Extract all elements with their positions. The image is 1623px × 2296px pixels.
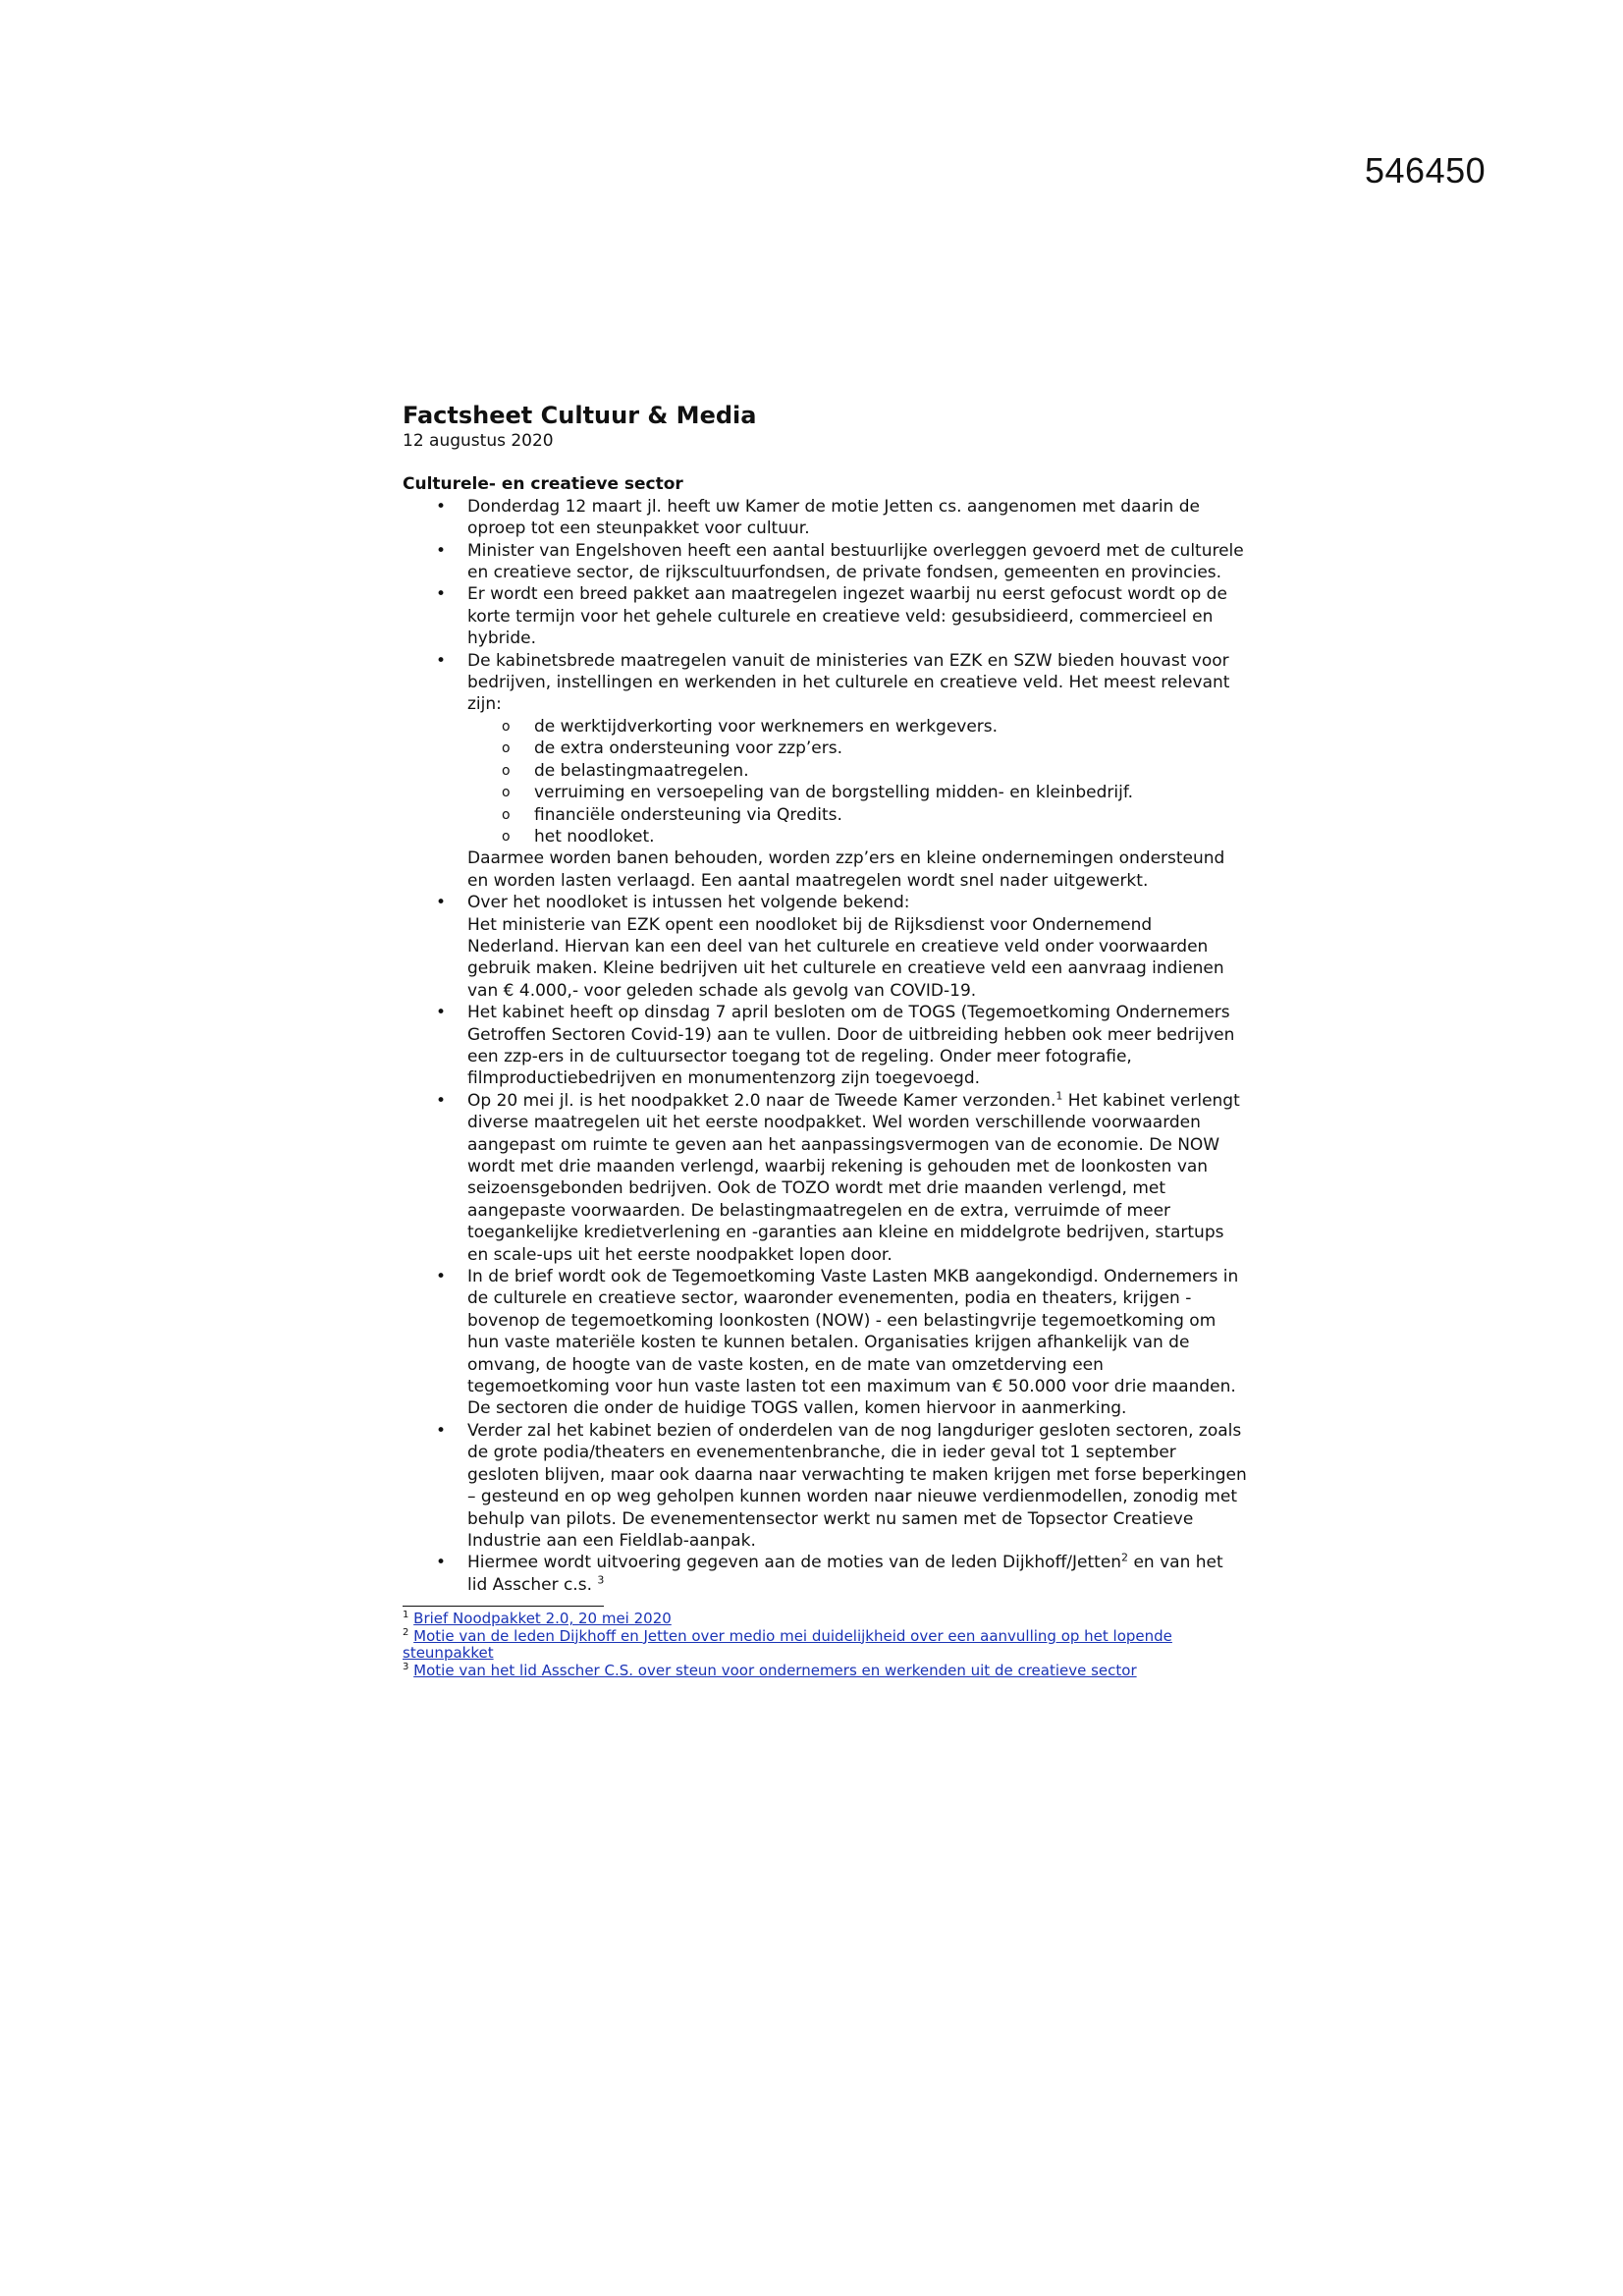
footnote-link[interactable]: Motie van de leden Dijkhoff en Jetten over medio mei duidelijkheid over een aanvulling op het lopende steunpakket: [403, 1626, 1172, 1663]
sub-list-item: [467, 826, 1247, 847]
sub-list-item: [467, 782, 1247, 803]
noodpakket-text-rest: Het kabinet verlengt diverse maatregelen uit het eerste noodpakket. Wel worden verschillende voorwaarden aangepast om ruimte te geven aan het aanpassingsvermogen van de economie. De NOW wordt met drie maanden verlengd, waarbij rekening is gehouden met de loonkosten van seizoensgebonden bedrijven. Ook de TOZO wordt met drie maanden verlengd, met aangepaste voorwaarden. De belastingmaatregelen en de extra, verruimde of meer toegankelijke kredietverlening en -garanties aan kleine en middelgrote bedrijven, startups en scale-ups uit het eerste noodpakket lopen door.: [467, 1090, 1240, 1265]
bullet-icon: •: [436, 1267, 447, 1287]
sub-item-text: de werktijdverkorting voor werknemers en werkgevers.: [534, 716, 999, 737]
footnote-ref[interactable]: 3: [597, 1573, 605, 1587]
circle-bullet-icon: o: [502, 806, 511, 823]
footnote-number: 2: [403, 1626, 409, 1638]
footnote-number: 3: [403, 1661, 409, 1672]
moties-text-start: Hiermee wordt uitvoering gegeven aan de moties van de leden Dijkhoff/Jetten: [467, 1553, 1122, 1573]
sub-list-item: [467, 760, 1247, 782]
footnote-link[interactable]: Brief Noodpakket 2.0, 20 mei 2020: [413, 1610, 672, 1628]
document-body: [403, 401, 1247, 1679]
footnote-2: [403, 1628, 1247, 1663]
sub-item-text: de belastingmaatregelen.: [534, 760, 749, 781]
measures-sub-list: [467, 716, 1247, 847]
footnote-1: [403, 1611, 1247, 1628]
tvl-text: In de brief wordt ook de Tegemoetkoming Vaste Lasten MKB aangekondigd. Ondernemers in de culturele en creatieve sector, waaronder evenementen, podia en theaters, krijgen - bovenop de tegemoetkoming loonkosten (NOW) - een belastingvrije tegemoetkoming om hun vaste materiële kosten te kunnen betalen. Organisaties krijgen afhankelijk van de omvang, de hoogte van de vaste kosten, en de mate van omzetderving een tegemoetkoming voor hun vaste lasten tot een maximum van € 50.000 voor drie maanden. De sectoren die onder de huidige TOGS vallen, komen hiervoor in aanmerking.: [467, 1267, 1239, 1419]
section-heading: Culturele- en creatieve sector: [403, 474, 683, 495]
list-item: [403, 892, 1247, 1002]
document-title: Factsheet Cultuur & Media: [403, 402, 757, 429]
footnote-divider: [403, 1606, 604, 1607]
circle-bullet-icon: o: [502, 718, 511, 735]
bullet-icon: •: [436, 1003, 447, 1023]
gesloten-sectoren-text: Verder zal het kabinet bezien of onderdelen van de nog langduriger gesloten sectoren, zoals de grote podia/theaters en evenementenbranche, die in ieder geval tot 1 september gesloten blijven, maar ook daarna naar verwachting te maken krijgen met forse beperkingen – gesteund en op weg geholpen kunnen worden naar nieuwe verdienmodellen, zonodig met behulp van pilots. De evenementensector werkt nu samen met de Topsector Creatieve Industrie aan een Fieldlab-aanpak.: [467, 1420, 1247, 1551]
list-item: [403, 1420, 1247, 1552]
sub-item-text: het noodloket.: [534, 826, 655, 847]
sub-item-text: de extra ondersteuning voor zzp’ers.: [534, 738, 842, 759]
bullet-list: [403, 496, 1247, 1596]
bullet-text: Donderdag 12 maart jl. heeft uw Kamer de motie Jetten cs. aangenomen met daarin de oproep tot een steunpakket voor cultuur.: [467, 496, 1200, 539]
footnote-link[interactable]: Motie van het lid Asscher C.S. over steun voor ondernemers en werkenden uit de creatieve sector: [413, 1661, 1137, 1679]
footnotes: [403, 1606, 1247, 1679]
noodpakket-text-start: Op 20 mei jl. is het noodpakket 2.0 naar de Tweede Kamer verzonden.: [467, 1090, 1056, 1111]
bullet-icon: •: [436, 540, 447, 561]
footnote-3: [403, 1663, 1247, 1680]
bullet-text: Minister van Engelshoven heeft een aantal bestuurlijke overleggen gevoerd met de culturele en creatieve sector, de rijkscultuurfondsen, de private fondsen, gemeenten en provincies.: [467, 540, 1244, 583]
sub-list-item: [467, 804, 1247, 826]
footnote-ref[interactable]: 2: [1121, 1551, 1129, 1564]
footnote-ref[interactable]: 1: [1055, 1089, 1063, 1103]
list-item: [403, 650, 1247, 892]
list-item: [403, 1090, 1247, 1266]
bullet-icon: •: [436, 1553, 447, 1573]
measures-intro: De kabinetsbrede maatregelen vanuit de ministeries van EZK en SZW bieden houvast voor bedrijven, instellingen en werkenden in het culturele en creatieve veld. Het meest relevant zijn:: [467, 650, 1230, 715]
circle-bullet-icon: o: [502, 762, 511, 779]
circle-bullet-icon: o: [502, 785, 511, 801]
bullet-icon: •: [436, 893, 447, 913]
noodloket-text: Het ministerie van EZK opent een noodloket bij de Rijksdienst voor Ondernemend Nederland. Hiervan kan een deel van het culturele en creatieve veld onder voorwaarden gebruik maken. Kleine bedrijven uit het culturele en creatieve veld een aanvraag indienen van € 4.000,- voor geleden schade als gevolg van COVID-19.: [467, 914, 1224, 1001]
bullet-icon: •: [436, 584, 447, 605]
document-number: 546450: [1365, 150, 1487, 191]
noodloket-intro: Over het noodloket is intussen het volgende bekend:: [467, 893, 910, 913]
document-date: 12 augustus 2020: [403, 431, 554, 451]
list-item: [403, 540, 1247, 584]
list-item: [403, 496, 1247, 540]
bullet-text: Er wordt een breed pakket aan maatregelen ingezet waarbij nu eerst gefocust wordt op de korte termijn voor het gehele culturele en creatieve veld: gesubsidieerd, commercieel en hybride.: [467, 584, 1227, 649]
togs-text: Het kabinet heeft op dinsdag 7 april besloten om de TOGS (Tegemoetkoming Ondernemers Getroffen Sectoren Covid-19) aan te vullen. Door de uitbreiding hebben ook meer bedrijven een zzp-ers in de cultuursector toegang tot de regeling. Onder meer fotografie, filmproductiebedrijven en monumentenzorg zijn toegevoegd.: [467, 1003, 1235, 1089]
bullet-icon: •: [436, 496, 447, 517]
circle-bullet-icon: o: [502, 828, 511, 845]
list-item: [403, 1002, 1247, 1090]
bullet-icon: •: [436, 1090, 447, 1111]
bullet-icon: •: [436, 1420, 447, 1441]
list-item: [403, 1552, 1247, 1596]
moties-text-middle: en van het lid Asscher c.s.: [467, 1553, 1223, 1595]
sub-item-text: financiële ondersteuning via Qredits.: [534, 804, 842, 825]
circle-bullet-icon: o: [502, 740, 511, 757]
list-item: [403, 583, 1247, 649]
sub-list-item: [467, 738, 1247, 759]
sub-list-item: [467, 716, 1247, 738]
bullet-icon: •: [436, 650, 447, 671]
sub-item-text: verruiming en versoepeling van de borgstelling midden- en kleinbedrijf.: [534, 783, 1134, 803]
list-item: [403, 1266, 1247, 1420]
footnote-number: 1: [403, 1610, 409, 1621]
measures-closing: Daarmee worden banen behouden, worden zzp’ers en kleine ondernemingen ondersteund en worden lasten verlaagd. Een aantal maatregelen wordt snel nader uitgewerkt.: [467, 848, 1225, 891]
